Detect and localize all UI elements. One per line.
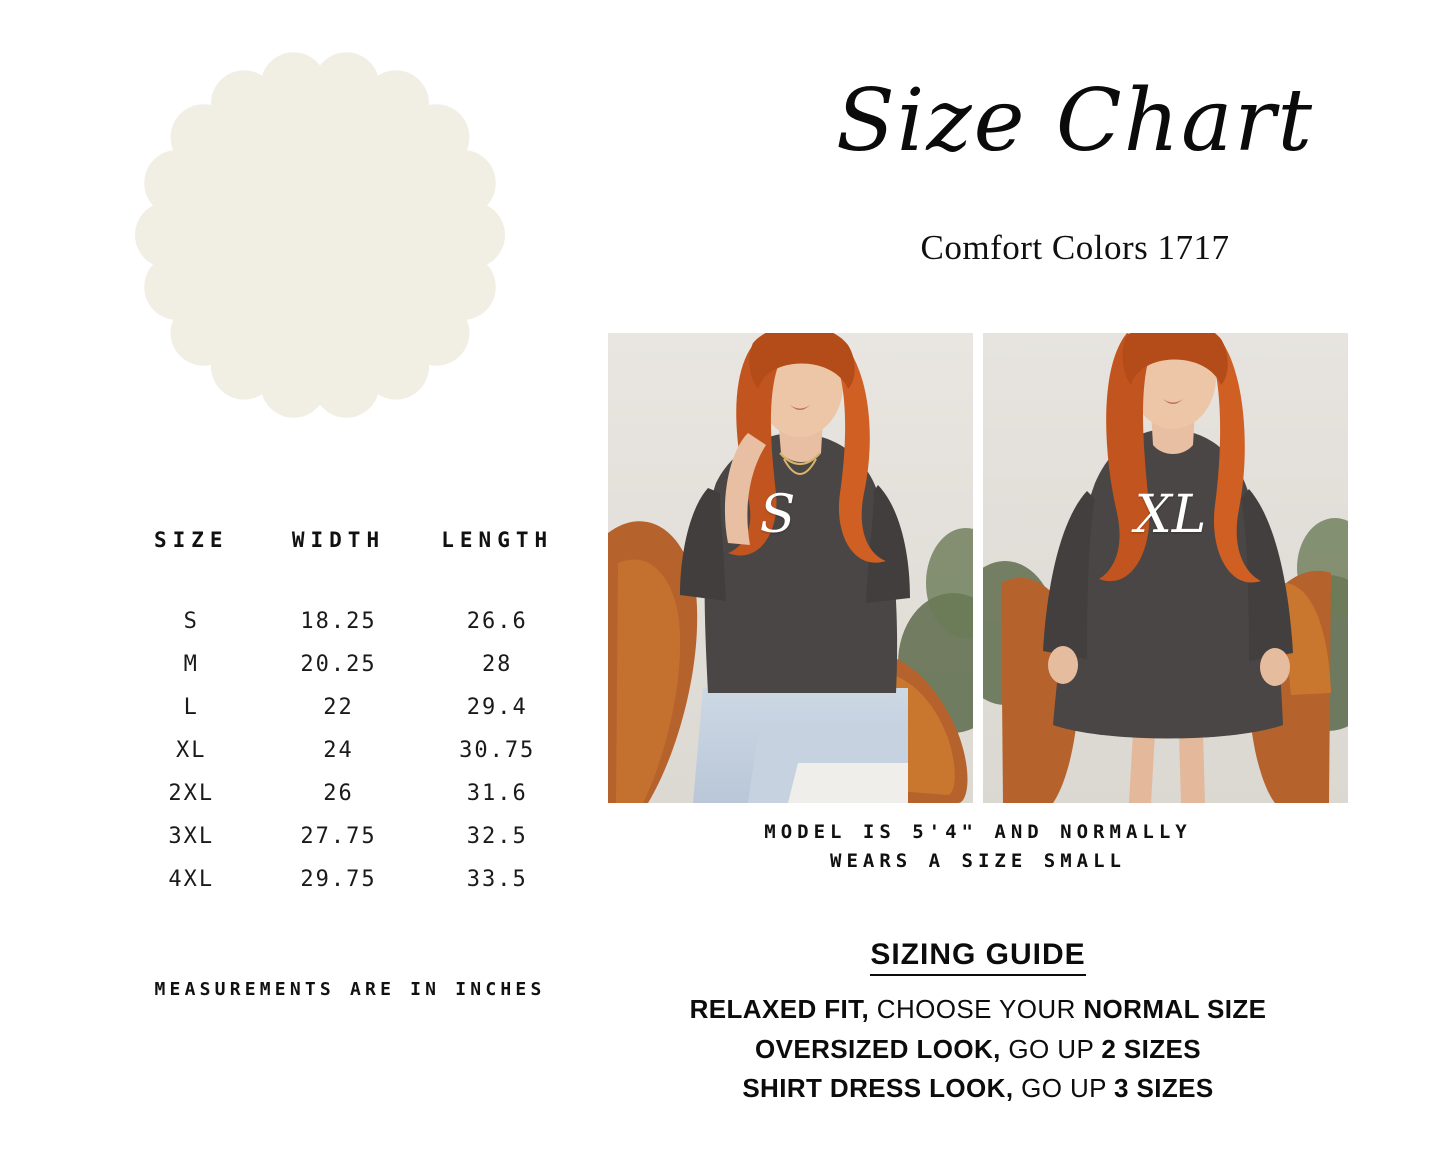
cell-width: 24 [323, 738, 354, 763]
table-row [120, 815, 580, 858]
column-header-size: SIZE [154, 528, 229, 552]
sizing-guide-line [608, 1030, 1348, 1070]
cell-size: XL [176, 738, 207, 763]
sizing-guide-title-text: SIZING GUIDE [870, 938, 1085, 976]
cell-width: 29.75 [300, 867, 377, 892]
cell-length: 29.4 [466, 695, 528, 720]
cell-length: 33.5 [466, 867, 528, 892]
cell-size: M [183, 652, 199, 677]
page-subtitle: Comfort Colors 1717 [920, 228, 1230, 267]
size-table-container [120, 527, 580, 901]
sizing-guide-line-2-strong-2: 2 SIZES [1101, 1033, 1201, 1064]
model-info-note [608, 818, 1348, 875]
table-row [120, 600, 580, 643]
cell-size: S [183, 609, 199, 634]
cell-size: L [183, 695, 199, 720]
sizing-guide-line [608, 990, 1348, 1030]
cell-width: 27.75 [300, 824, 377, 849]
sizing-guide-lines [608, 990, 1348, 1109]
table-row [120, 686, 580, 729]
shirt-size-label-xl: XL [1134, 485, 1207, 545]
cell-size: 2XL [168, 781, 215, 806]
sizing-guide-title [608, 938, 1348, 972]
page-title: Size Chart [835, 71, 1315, 171]
table-header-row [120, 527, 580, 600]
sizing-guide-line-3-strong-2: 3 SIZES [1114, 1073, 1214, 1104]
column-header-length: LENGTH [441, 528, 554, 552]
sizing-guide-line-3-light: GO UP [1013, 1073, 1115, 1104]
cell-length: 30.75 [459, 738, 536, 763]
cell-width: 18.25 [300, 609, 377, 634]
column-header-width: WIDTH [291, 528, 386, 552]
sizing-guide-line-2-light: GO UP [1000, 1033, 1102, 1064]
sizing-guide-line-2-strong-1: OVERSIZED LOOK, [754, 1033, 1001, 1064]
cell-width: 22 [323, 695, 354, 720]
cell-length: 28 [481, 652, 513, 677]
cell-size: 4XL [168, 867, 215, 892]
sizing-guide-line-1-light: CHOOSE YOUR [869, 994, 1084, 1024]
model-info-line-1: MODEL IS 5'4" AND NORMALLY [764, 821, 1192, 843]
table-row [120, 772, 580, 815]
cell-length: 31.6 [466, 781, 528, 806]
table-row [120, 729, 580, 772]
sizing-guide-line [608, 1069, 1348, 1109]
model-info-line-2: WEARS A SIZE SMALL [830, 849, 1126, 872]
cell-width: 26 [323, 781, 354, 806]
sizing-guide-line-1-strong-2: NORMAL SIZE [1083, 994, 1267, 1024]
model-photo-small [608, 333, 973, 803]
sizing-guide-line-3-strong-1: SHIRT DRESS LOOK, [742, 1073, 1014, 1104]
cell-length: 26.6 [466, 609, 528, 634]
size-table [120, 527, 580, 901]
decorative-scalloped-shape [120, 35, 520, 435]
shirt-size-label-s: S [759, 485, 796, 545]
cell-length: 32.5 [466, 824, 528, 849]
cell-size: 3XL [168, 824, 215, 849]
sizing-guide-line-1-strong-1: RELAXED FIT, [689, 994, 870, 1024]
model-photo-xl [983, 333, 1348, 803]
table-row [120, 858, 580, 901]
cell-width: 20.25 [300, 652, 377, 677]
table-row [120, 643, 580, 686]
measurements-note: MEASUREMENTS ARE IN INCHES [154, 979, 546, 1000]
model-photos [608, 333, 1348, 803]
